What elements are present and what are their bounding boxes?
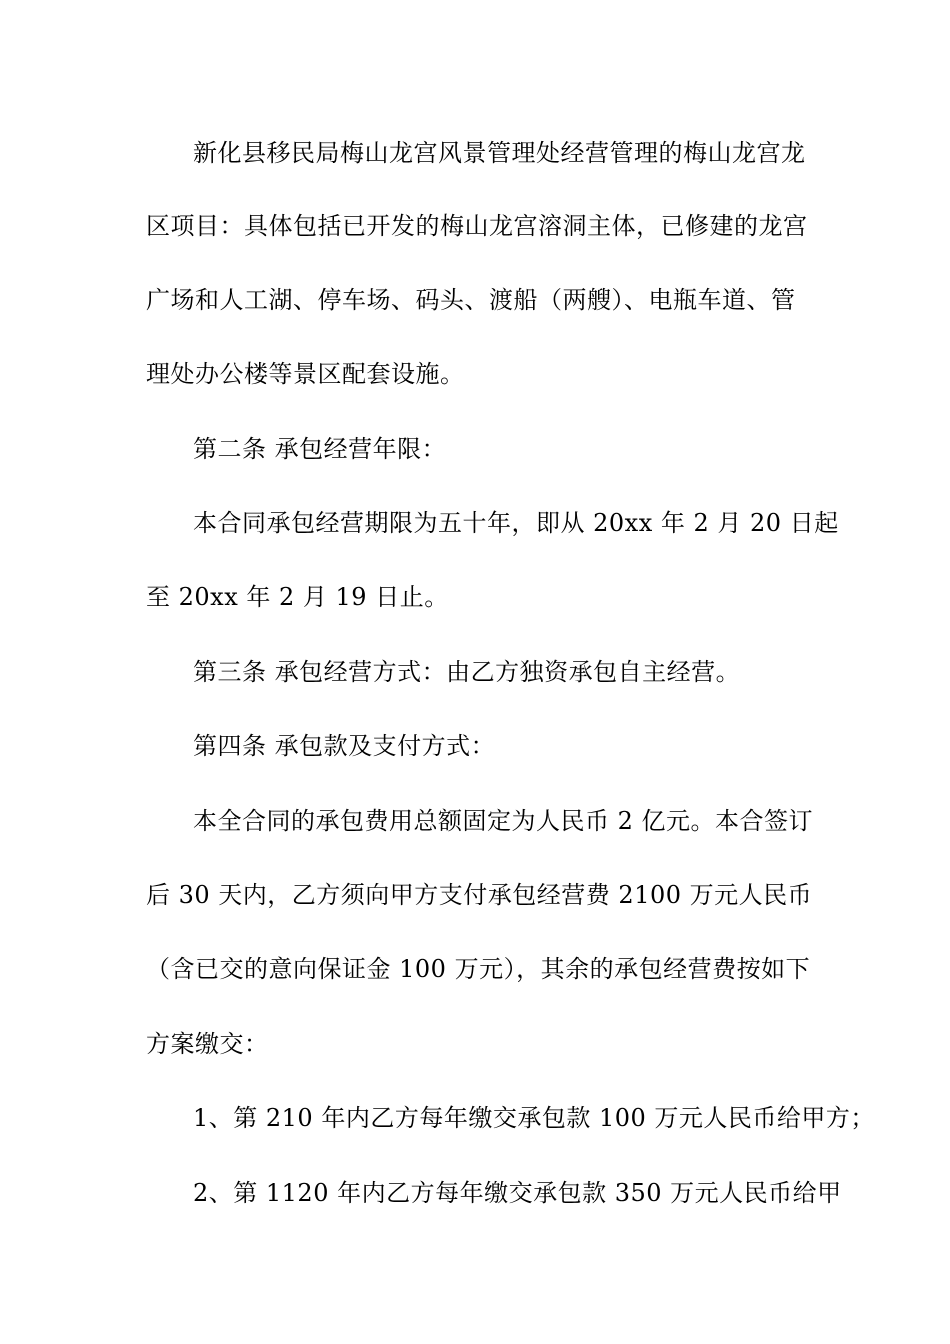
paragraph-line: 区项目：具体包括已开发的梅山龙宫溶洞主体，已修建的龙宫 (146, 212, 808, 240)
paragraph-line: 后 30 天内，乙方须向甲方支付承包经营费 2100 万元人民币 (146, 881, 813, 909)
article-heading: 第二条 承包经营年限： (193, 435, 447, 463)
paragraph-line: 新化县移民局梅山龙宫风景管理处经营管理的梅山龙宫龙 (193, 139, 806, 167)
paragraph-line: 本全合同的承包费用总额固定为人民币 2 亿元。本合签订 (193, 807, 814, 835)
list-item: 2、第 1120 年内乙方每年缴交承包款 350 万元人民币给甲 (193, 1179, 842, 1207)
article-heading: 第三条 承包经营方式：由乙方独资承包自主经营。 (193, 658, 741, 686)
article-heading: 第四条 承包款及支付方式： (193, 732, 496, 760)
paragraph-line: 广场和人工湖、停车场、码头、渡船（两艘）、电瓶车道、管 (146, 286, 796, 314)
paragraph-line: 至 20xx 年 2 月 19 日止。 (146, 583, 449, 611)
paragraph-line: （含已交的意向保证金 100 万元），其余的承包经营费按如下 (146, 955, 811, 983)
paragraph-line: 理处办公楼等景区配套设施。 (146, 360, 465, 388)
paragraph-line: 本合同承包经营期限为五十年，即从 20xx 年 2 月 20 日起 (193, 509, 839, 537)
paragraph-line: 方案缴交： (146, 1030, 269, 1058)
list-item: 1、第 210 年内乙方每年缴交承包款 100 万元人民币给甲方； (193, 1104, 875, 1132)
